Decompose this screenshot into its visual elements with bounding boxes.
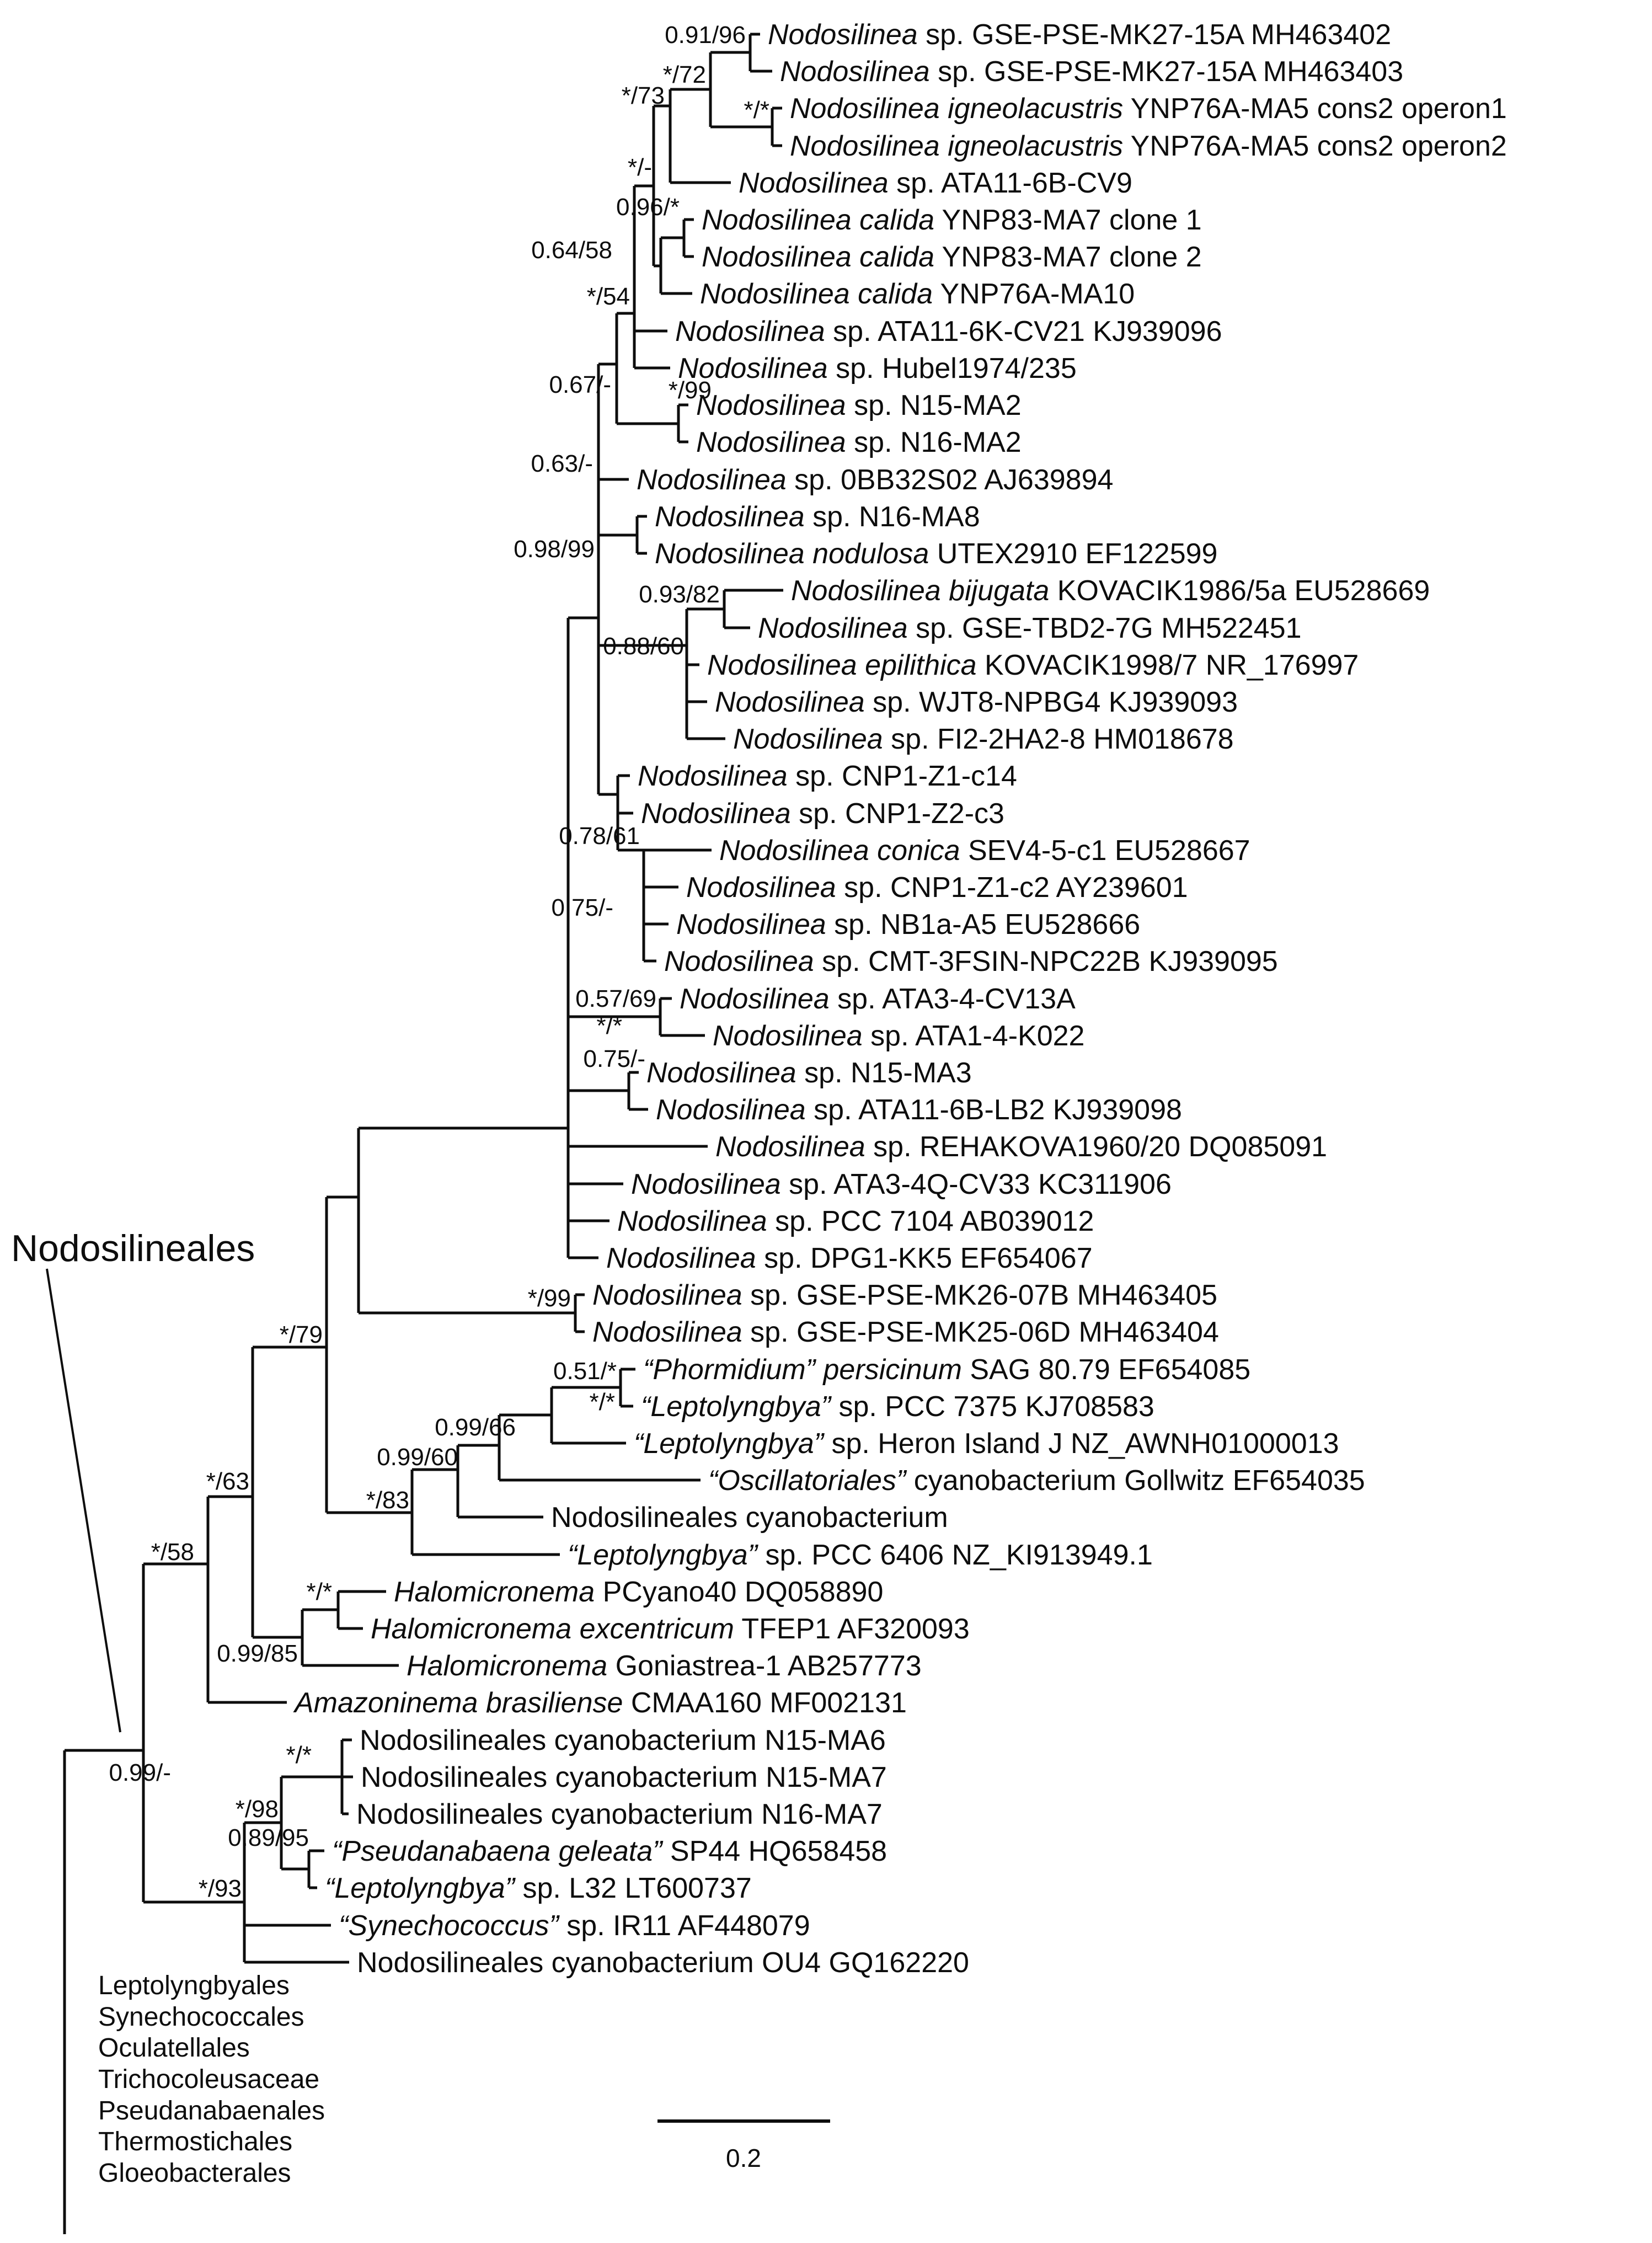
taxon-label — [634, 1428, 1339, 1460]
support-value: */72 — [662, 61, 706, 88]
clade-label: Nodosilineales — [11, 1227, 255, 1269]
taxon-label — [678, 353, 1077, 384]
taxon-name-italic: Nodosilinea — [678, 353, 828, 384]
taxon-label — [713, 1020, 1084, 1052]
taxon-name-italic: Nodosilinea conica — [719, 835, 960, 867]
taxon-name-italic: “Pseudanabaena geleata” — [332, 1835, 662, 1867]
taxon-name-italic: Nodosilinea — [638, 760, 788, 792]
order-label: Gloeobacterales — [98, 2159, 291, 2188]
taxon-label — [700, 278, 1135, 310]
taxon-name-italic: Halomicronema — [407, 1650, 608, 1682]
taxon-name-italic: Nodosilinea — [696, 426, 846, 458]
taxon-name-italic: Nodosilinea calida — [702, 241, 935, 273]
taxon-name-italic: Nodosilinea — [646, 1057, 796, 1089]
taxon-name-italic: Nodosilinea epilithica — [707, 649, 977, 681]
taxon-name-italic: Nodosilinea — [675, 316, 825, 348]
support-value: 0.98/99 — [514, 536, 595, 563]
taxon-name-italic: Nodosilinea nodulosa — [655, 538, 929, 570]
taxon-strain-text: CMAA160 MF002131 — [623, 1687, 907, 1719]
taxon-label — [339, 1910, 810, 1942]
support-value: */54 — [586, 283, 630, 310]
taxon-name-italic: “Leptolyngbya” — [325, 1872, 515, 1904]
taxon-strain-text: Nodosilineales cyanobacterium N16-MA7 — [356, 1798, 883, 1830]
taxon-strain-text: Goniastrea-1 AB257773 — [607, 1650, 922, 1682]
taxon-strain-text: sp. CNP1-Z1-c2 AY239601 — [836, 872, 1188, 904]
support-value: */83 — [366, 1487, 409, 1514]
taxon-strain-text: sp. CMT-3FSIN-NPC22B KJ939095 — [814, 946, 1278, 978]
taxon-strain-text: sp. PCC 7104 AB039012 — [767, 1205, 1094, 1237]
taxon-name-italic: Nodosilinea — [680, 983, 830, 1015]
taxon-strain-text: sp. ATA11-6B-CV9 — [888, 167, 1132, 199]
taxon-name-italic: Amazoninema brasiliense — [295, 1687, 623, 1719]
taxon-name-italic: Nodosilinea — [768, 19, 918, 51]
taxon-strain-text: sp. PCC 7375 KJ708583 — [831, 1391, 1154, 1423]
order-label: Pseudanabaenales — [98, 2096, 325, 2125]
taxon-label — [680, 983, 1076, 1015]
clade-pointer-line — [47, 1269, 120, 1732]
taxon-strain-text: YNP83-MA7 clone 1 — [934, 204, 1202, 236]
taxon-strain-text: sp. IR11 AF448079 — [558, 1910, 810, 1942]
taxon-labels — [293, 19, 1507, 1979]
taxon-label — [551, 1502, 948, 1534]
taxon-name-italic: Nodosilinea — [696, 389, 846, 421]
taxon-strain-text: YNP76A-MA10 — [933, 278, 1135, 310]
taxon-label — [715, 1131, 1327, 1163]
support-value: */63 — [206, 1468, 249, 1495]
taxon-label — [332, 1835, 887, 1867]
taxon-label — [733, 723, 1234, 755]
taxon-label — [617, 1205, 1094, 1237]
taxon-label — [637, 464, 1113, 496]
support-value: */* — [286, 1742, 312, 1769]
taxon-label — [655, 501, 980, 533]
support-value: 0.57/69 — [575, 985, 656, 1012]
support-value: */- — [628, 154, 652, 181]
taxon-label — [790, 93, 1507, 125]
taxon-strain-text: KOVACIK1998/7 NR_176997 — [976, 649, 1359, 681]
support-value: */* — [589, 1388, 615, 1416]
support-value: */* — [306, 1578, 332, 1605]
support-value: 0.64/58 — [531, 237, 612, 264]
taxon-strain-text: sp. GSE-TBD2-7G MH522451 — [907, 612, 1302, 644]
support-value: */99 — [668, 377, 712, 404]
taxon-strain-text: sp. GSE-PSE-MK27-15A MH463403 — [929, 56, 1404, 88]
taxon-strain-text: SEV4-5-c1 EU528667 — [960, 835, 1250, 867]
taxon-strain-text: sp. GSE-PSE-MK27-15A MH463402 — [917, 19, 1392, 51]
support-value: 0.63/- — [531, 450, 593, 477]
taxon-label — [696, 426, 1022, 458]
taxon-label — [356, 1798, 883, 1830]
taxon-name-italic: Nodosilinea — [715, 686, 865, 718]
taxon-label — [758, 612, 1302, 644]
taxon-name-italic: Nodosilinea — [637, 464, 787, 496]
taxon-name-italic: Nodosilinea — [606, 1242, 756, 1274]
taxon-strain-text: sp. ATA11-6B-LB2 KJ939098 — [805, 1094, 1182, 1126]
taxon-strain-text: sp. CNP1-Z1-c14 — [787, 760, 1017, 792]
taxon-label — [568, 1539, 1153, 1571]
taxon-strain-text: sp. NB1a-A5 EU528666 — [826, 909, 1141, 941]
taxon-strain-text: SP44 HQ658458 — [662, 1835, 888, 1867]
taxon-name-italic: “Oscillatoriales” — [708, 1465, 906, 1497]
taxon-strain-text: sp. N16-MA2 — [846, 426, 1022, 458]
taxon-label — [394, 1576, 883, 1608]
support-value: 0.99/66 — [435, 1414, 516, 1441]
support-value: */93 — [198, 1875, 242, 1902]
taxon-strain-text: sp. Hubel1974/235 — [827, 353, 1077, 384]
taxon-strain-text: sp. WJT8-NPBG4 KJ939093 — [864, 686, 1238, 718]
taxon-label — [643, 1354, 1250, 1386]
taxon-strain-text: sp. ATA1-4-K022 — [862, 1020, 1085, 1052]
taxon-label — [592, 1279, 1217, 1311]
taxon-strain-text: PCyano40 DQ058890 — [595, 1576, 884, 1608]
taxon-name-italic: Nodosilinea — [739, 167, 889, 199]
taxon-strain-text: sp. GSE-PSE-MK25-06D MH463404 — [742, 1316, 1219, 1348]
taxon-label — [638, 760, 1017, 792]
taxon-strain-text: sp. GSE-PSE-MK26-07B MH463405 — [742, 1279, 1218, 1311]
taxon-label — [646, 1057, 972, 1089]
taxon-strain-text: sp. ATA3-4Q-CV33 KC311906 — [780, 1168, 1172, 1200]
taxon-label — [407, 1650, 922, 1682]
taxon-name-italic: Nodosilinea — [715, 1131, 865, 1163]
taxon-name-italic: Nodosilinea — [656, 1094, 806, 1126]
taxon-name-italic: “Leptolyngbya” — [641, 1391, 831, 1423]
taxon-label — [293, 1687, 907, 1719]
order-label: Oculatellales — [98, 2033, 250, 2063]
taxon-strain-text: sp. REHAKOVA1960/20 DQ085091 — [865, 1131, 1328, 1163]
support-value: 0.99/85 — [217, 1640, 298, 1667]
taxon-name-italic: Nodosilinea — [664, 946, 814, 978]
support-value: */* — [744, 97, 769, 124]
taxon-name-italic: Nodosilinea bijugata — [791, 575, 1050, 607]
support-value: 0.99/60 — [377, 1444, 458, 1471]
taxon-name-italic: Nodosilinea — [592, 1279, 742, 1311]
taxon-strain-text: sp. 0BB32S02 AJ639894 — [786, 464, 1114, 496]
taxon-name-italic: Nodosilinea — [617, 1205, 767, 1237]
support-value: */79 — [279, 1321, 323, 1348]
taxon-label — [631, 1168, 1172, 1200]
taxon-strain-text: sp. PCC 6406 NZ_KI913949.1 — [757, 1539, 1153, 1571]
taxon-label — [702, 241, 1202, 273]
taxon-strain-text: YNP83-MA7 clone 2 — [934, 241, 1202, 273]
taxon-name-italic: “Leptolyngbya” — [634, 1428, 824, 1460]
order-label: Trichocoleusaceae — [98, 2065, 320, 2094]
support-value: */73 — [621, 82, 665, 109]
taxon-name-italic: Nodosilinea calida — [700, 278, 933, 310]
taxon-strain-text: sp. DPG1-KK5 EF654067 — [756, 1242, 1093, 1274]
taxon-label — [791, 575, 1430, 607]
taxon-name-italic: Nodosilinea — [780, 56, 930, 88]
taxon-strain-text: sp. FI2-2HA2-8 HM018678 — [883, 723, 1234, 755]
taxon-name-italic: Nodosilinea — [686, 872, 836, 904]
taxon-name-italic: Nodosilinea calida — [702, 204, 935, 236]
taxon-name-italic: “Synechococcus” — [339, 1910, 559, 1942]
taxon-strain-text: sp. N15-MA3 — [796, 1057, 972, 1089]
taxon-name-italic: Nodosilinea — [631, 1168, 781, 1200]
support-value: 0.93/82 — [639, 581, 720, 608]
taxon-label — [655, 538, 1217, 570]
taxon-label — [641, 1391, 1154, 1423]
taxon-strain-text: sp. N15-MA2 — [846, 389, 1022, 421]
taxon-label — [707, 649, 1359, 681]
support-value: 0.67/- — [549, 371, 611, 398]
support-value: 0.75/- — [583, 1045, 645, 1072]
taxon-label — [357, 1947, 969, 1979]
taxon-strain-text: sp. ATA11-6K-CV21 KJ939096 — [825, 316, 1222, 348]
support-value: 0.75/- — [551, 894, 613, 921]
support-value: 0.96/* — [616, 194, 680, 221]
taxon-strain-text: sp. L32 LT600737 — [515, 1872, 752, 1904]
taxon-label — [325, 1872, 752, 1904]
taxon-label — [606, 1242, 1093, 1274]
taxon-label — [641, 798, 1004, 830]
support-value: 0.99/- — [109, 1759, 171, 1786]
taxon-label — [361, 1761, 887, 1793]
taxon-label — [708, 1465, 1365, 1497]
outgroup-order-list — [98, 1971, 325, 2188]
taxon-label — [664, 946, 1278, 978]
taxon-strain-text: KOVACIK1986/5a EU528669 — [1049, 575, 1430, 607]
taxon-name-italic: Nodosilinea — [733, 723, 883, 755]
taxon-strain-text: YNP76A-MA5 cons2 operon2 — [1123, 130, 1507, 162]
taxon-label — [715, 686, 1238, 718]
support-value: 0.88/60 — [603, 633, 684, 660]
taxon-name-italic: Nodosilinea — [713, 1020, 863, 1052]
taxon-name-italic: Nodosilinea — [655, 501, 805, 533]
scale-bar-label: 0.2 — [726, 2144, 761, 2172]
taxon-label — [780, 56, 1403, 88]
taxon-label — [790, 130, 1507, 162]
taxon-name-italic: Nodosilinea — [758, 612, 908, 644]
support-value: 0.78/61 — [559, 823, 640, 850]
taxon-strain-text: cyanobacterium Gollwitz EF654035 — [906, 1465, 1365, 1497]
support-value: 0.91/96 — [665, 22, 746, 49]
taxon-strain-text: sp. CNP1-Z2-c3 — [790, 798, 1004, 830]
taxon-label — [675, 316, 1222, 348]
support-value: 0.51/* — [553, 1358, 617, 1385]
taxon-name-italic: Halomicronema excentricum — [371, 1613, 734, 1645]
taxon-strain-text: Nodosilineales cyanobacterium N15-MA7 — [361, 1761, 887, 1793]
taxon-name-italic: Halomicronema — [394, 1576, 595, 1608]
taxon-label — [360, 1724, 886, 1756]
support-value: */58 — [151, 1539, 194, 1566]
support-value: */* — [596, 1012, 622, 1039]
taxon-strain-text: Nodosilineales cyanobacterium OU4 GQ162220 — [357, 1947, 969, 1979]
taxon-label — [656, 1094, 1182, 1126]
taxon-strain-text: sp. ATA3-4-CV13A — [829, 983, 1076, 1015]
taxon-label — [676, 909, 1140, 941]
taxon-label — [719, 835, 1250, 867]
taxon-strain-text: YNP76A-MA5 cons2 operon1 — [1123, 93, 1507, 125]
taxon-strain-text: TFEP1 AF320093 — [734, 1613, 970, 1645]
order-label: Thermostichales — [98, 2127, 293, 2156]
taxon-strain-text: UTEX2910 EF122599 — [929, 538, 1218, 570]
taxon-label — [768, 19, 1391, 51]
taxon-strain-text: sp. Heron Island J NZ_AWNH01000013 — [824, 1428, 1339, 1460]
order-label: Leptolyngbyales — [98, 1971, 290, 2000]
taxon-label — [371, 1613, 970, 1645]
taxon-label — [739, 167, 1132, 199]
taxon-name-italic: Nodosilinea igneolacustris — [790, 130, 1124, 162]
taxon-name-italic: Nodosilinea — [592, 1316, 742, 1348]
taxon-name-italic: Nodosilinea — [676, 909, 826, 941]
support-value: 0.89/95 — [228, 1824, 309, 1851]
taxon-label — [592, 1316, 1219, 1348]
taxon-name-italic: Nodosilinea — [641, 798, 791, 830]
taxon-label — [686, 872, 1188, 904]
support-value: */98 — [235, 1796, 279, 1823]
order-label: Synechococcales — [98, 2002, 304, 2032]
taxon-strain-text: SAG 80.79 EF654085 — [961, 1354, 1251, 1386]
taxon-strain-text: Nodosilineales cyanobacterium — [551, 1502, 948, 1534]
taxon-name-italic: “Leptolyngbya” — [568, 1539, 757, 1571]
taxon-name-italic: “Phormidium” persicinum — [643, 1354, 962, 1386]
taxon-label — [696, 389, 1022, 421]
taxon-strain-text: Nodosilineales cyanobacterium N15-MA6 — [360, 1724, 886, 1756]
taxon-label — [702, 204, 1202, 236]
support-value: */99 — [527, 1285, 571, 1312]
taxon-strain-text: sp. N16-MA8 — [804, 501, 980, 533]
taxon-name-italic: Nodosilinea igneolacustris — [790, 93, 1124, 125]
